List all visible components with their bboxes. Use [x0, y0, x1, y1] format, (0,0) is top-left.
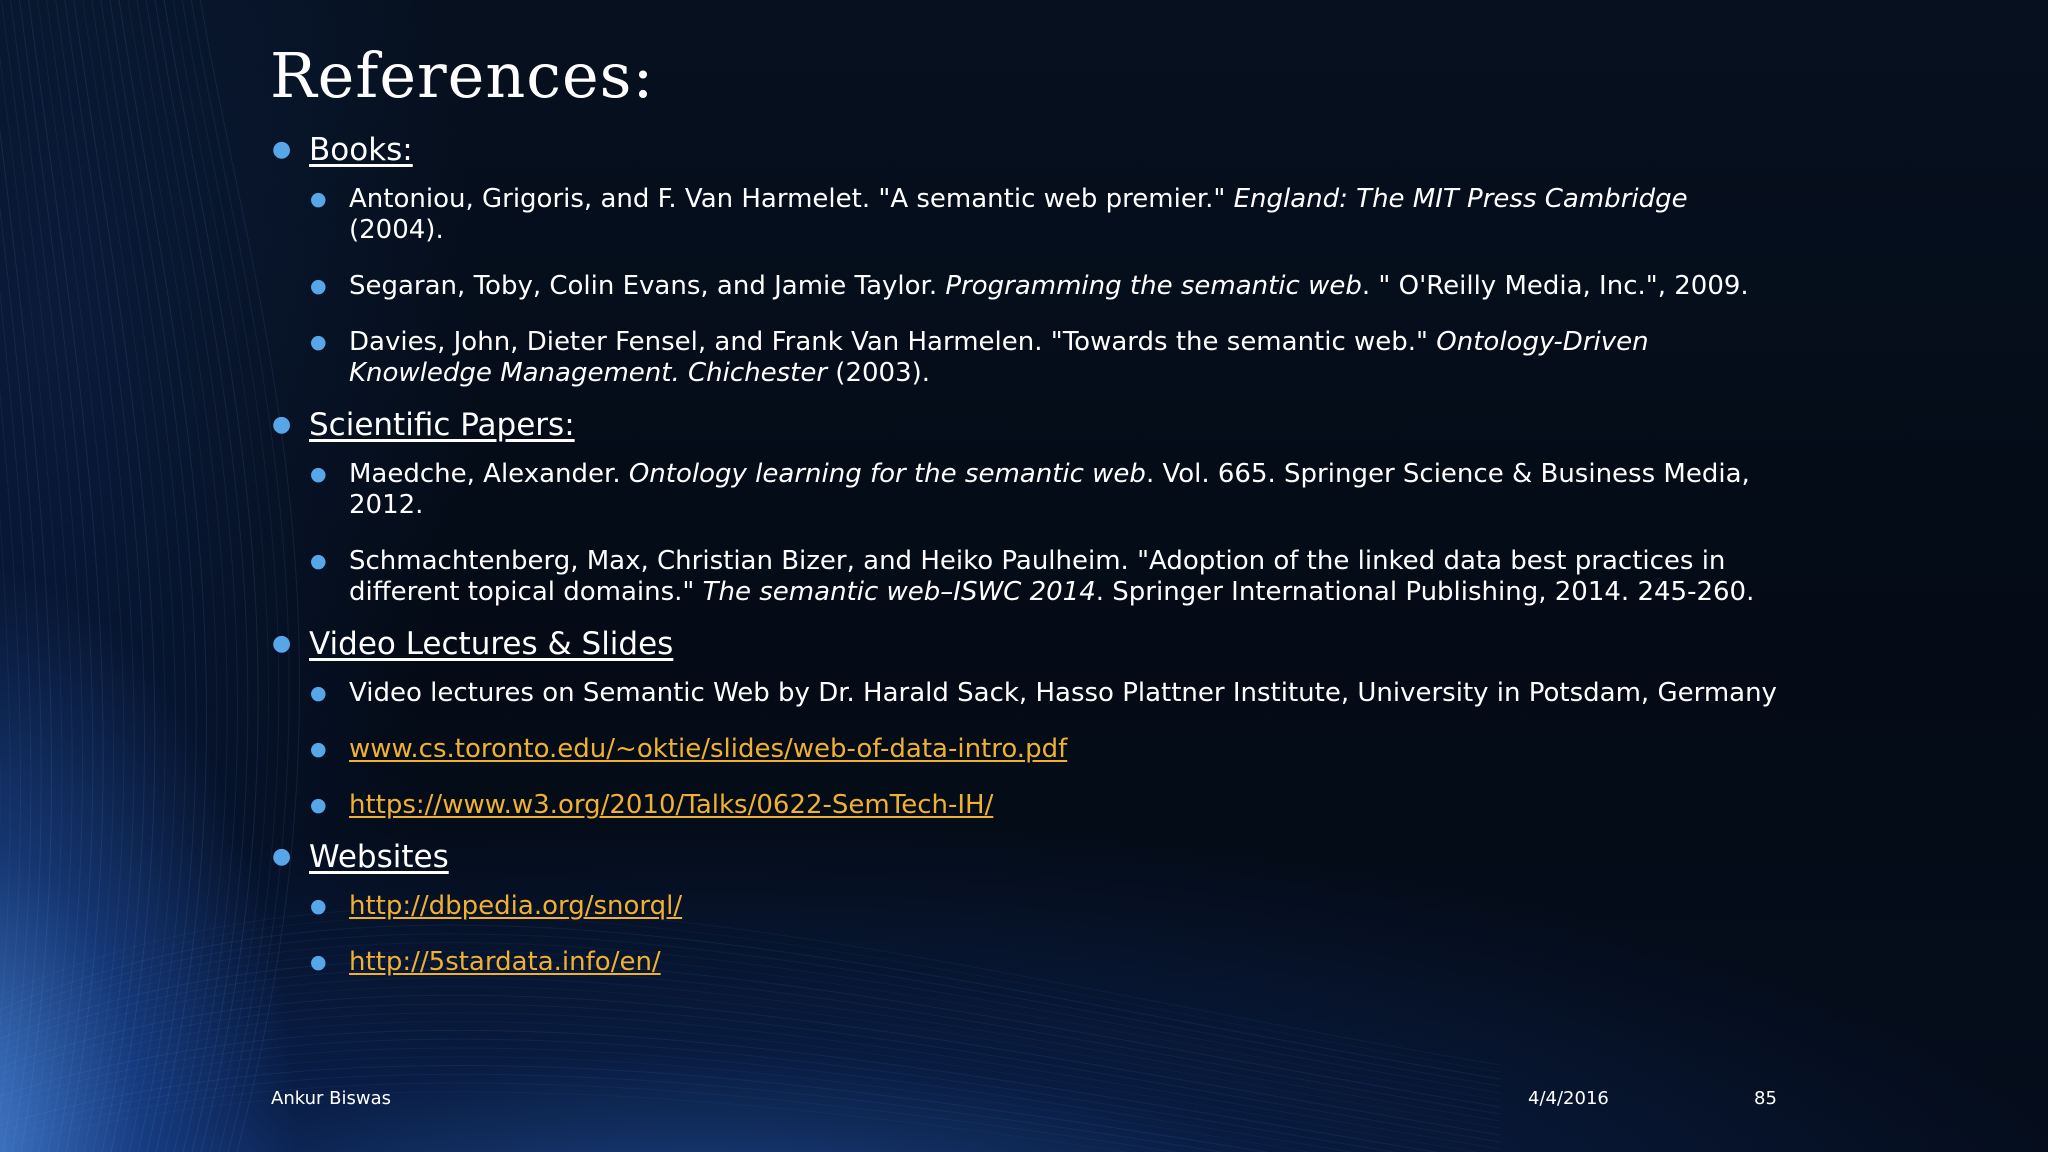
background-wave-line [0, 0, 52, 1152]
reference-link[interactable]: www.cs.toronto.edu/~oktie/slides/web-of-data-intro.pdf [349, 734, 1068, 764]
reference-item [270, 790, 1790, 821]
slide-title: References: [270, 39, 655, 112]
reference-item [270, 271, 1790, 302]
background-wave-line [0, 0, 21, 1152]
bullet-dot-icon: ● [310, 331, 327, 353]
reference-link[interactable]: https://www.w3.org/2010/Talks/0622-SemTech-IH/ [349, 790, 994, 820]
reference-item [270, 546, 1790, 608]
section-websites [270, 835, 1790, 978]
reference-sublist [270, 184, 1790, 389]
background-wave-line [0, 1039, 1500, 1152]
background-wave-line [0, 1057, 1500, 1152]
background-wave-line [0, 0, 72, 1152]
background-wave-line [0, 978, 1500, 1121]
reference-link[interactable]: http://5stardata.info/en/ [349, 947, 661, 977]
background-wave-line [44, 0, 124, 1152]
reference-text: . " O'Reilly Media, Inc.", 2009. [1361, 271, 1749, 301]
section-heading-item [270, 128, 1790, 172]
reference-italic-text: England: The MIT Press Cambridge [1233, 184, 1688, 214]
bullet-dot-icon: ● [310, 895, 327, 917]
reference-sublist [270, 678, 1790, 821]
reference-item [270, 184, 1790, 246]
bullet-dot-icon: ● [310, 738, 327, 760]
background-wave-line [125, 0, 217, 1152]
background-wave-line [0, 1074, 1500, 1152]
background-wave-line [0, 960, 1500, 1107]
background-wave-line [107, 0, 196, 1152]
background-wave-line [152, 0, 248, 1152]
footer-author: Ankur Biswas [271, 1088, 391, 1109]
background-wave-line [98, 0, 186, 1152]
background-wave-line [8, 0, 83, 1152]
background-wave-line [0, 1022, 1500, 1152]
bullet-dot-icon: ● [272, 631, 292, 656]
background-wave-line [161, 0, 258, 1152]
background-wave-line [179, 0, 279, 1152]
section-scientific-papers [270, 403, 1790, 608]
background-wave-line [0, 1048, 1500, 1152]
reference-item [270, 327, 1790, 389]
section-heading: Scientific Papers: [309, 407, 575, 443]
background-wave-line [0, 0, 41, 1152]
background-wave-line [0, 969, 1500, 1114]
reference-item [270, 459, 1790, 521]
reference-italic-text: Programming the semantic web [945, 271, 1362, 301]
reference-sublist [270, 459, 1790, 608]
background-wave-line [71, 0, 155, 1152]
background-wave-line [0, 1083, 1500, 1152]
reference-item [270, 891, 1790, 922]
background-wave-line [170, 0, 269, 1152]
reference-text: (2004). [349, 215, 444, 245]
background-wave-line [0, 1065, 1500, 1152]
reference-italic-text: Ontology learning for the semantic web [628, 459, 1146, 489]
background-wave-line [0, 1004, 1500, 1142]
section-heading-item [270, 622, 1790, 666]
background-wave-line [80, 0, 165, 1152]
background-wave-line [0, 995, 1500, 1135]
background-wave-line [35, 0, 114, 1152]
reference-text: Video lectures on Semantic Web by Dr. Harald Sack, Hasso Plattner Institute, University in Potsdam, Germany [349, 678, 1777, 708]
background-wave-line [0, 1030, 1500, 1152]
background-wave-line [116, 0, 207, 1152]
reference-text: Davies, John, Dieter Fensel, and Frank Van Harmelen. "Towards the semantic web." [349, 327, 1437, 357]
section-books [270, 128, 1790, 389]
reference-item [270, 678, 1790, 709]
section-heading-item [270, 403, 1790, 447]
background-wave-line [0, 1092, 1500, 1152]
bullet-dot-icon: ● [310, 550, 327, 572]
footer-page-number: 85 [1754, 1088, 1777, 1109]
reference-item [270, 947, 1790, 978]
reference-text: . Springer International Publishing, 2014. 245-260. [1095, 577, 1755, 607]
reference-italic-text: Ontology-Driven Knowledge Management. Chichester [349, 327, 1649, 388]
background-wave-line [26, 0, 103, 1152]
background-wave-line [143, 0, 238, 1152]
reference-text: Schmachtenberg, Max, Christian Bizer, and Heiko Paulheim. "Adoption of the linked data best practices in different topical domains." [349, 546, 1726, 607]
reference-item [270, 734, 1790, 765]
bullet-dot-icon: ● [310, 682, 327, 704]
reference-text: . Vol. 665. Springer Science & Business Media, 2012. [349, 459, 1750, 520]
bullet-dot-icon: ● [310, 794, 327, 816]
section-video-lectures [270, 622, 1790, 821]
background-wave-line [0, 0, 62, 1152]
background-wave-line [0, 0, 31, 1152]
bullet-dot-icon: ● [272, 844, 292, 869]
bullet-dot-icon: ● [310, 463, 327, 485]
background-wave-line [0, 986, 1500, 1128]
footer-date: 4/4/2016 [1528, 1088, 1609, 1109]
background-wave-line [17, 0, 93, 1152]
references-list [270, 128, 1790, 978]
section-heading: Video Lectures & Slides [309, 626, 674, 662]
reference-sublist [270, 891, 1790, 978]
reference-text: Maedche, Alexander. [349, 459, 629, 489]
background-wave-line [62, 0, 145, 1152]
reference-link[interactable]: http://dbpedia.org/snorql/ [349, 891, 683, 921]
bullet-dot-icon: ● [310, 188, 327, 210]
reference-text: (2003). [827, 358, 931, 388]
background-wave-line [89, 0, 176, 1152]
background-wave-line [0, 0, 10, 1152]
background-wave-line [53, 0, 134, 1152]
bullet-dot-icon: ● [272, 412, 292, 437]
background-wave-line [0, 1013, 1500, 1149]
bullet-dot-icon: ● [310, 951, 327, 973]
bullet-dot-icon: ● [310, 275, 327, 297]
bullet-dot-icon: ● [272, 137, 292, 162]
reference-text: Antoniou, Grigoris, and F. Van Harmelet. "A semantic web premier." [349, 184, 1234, 214]
section-heading: Books: [309, 132, 413, 168]
section-heading-item [270, 835, 1790, 879]
reference-italic-text: The semantic web–ISWC 2014 [702, 577, 1096, 607]
reference-text: Segaran, Toby, Colin Evans, and Jamie Taylor. [349, 271, 946, 301]
section-heading: Websites [309, 839, 449, 875]
background-wave-line [134, 0, 227, 1152]
